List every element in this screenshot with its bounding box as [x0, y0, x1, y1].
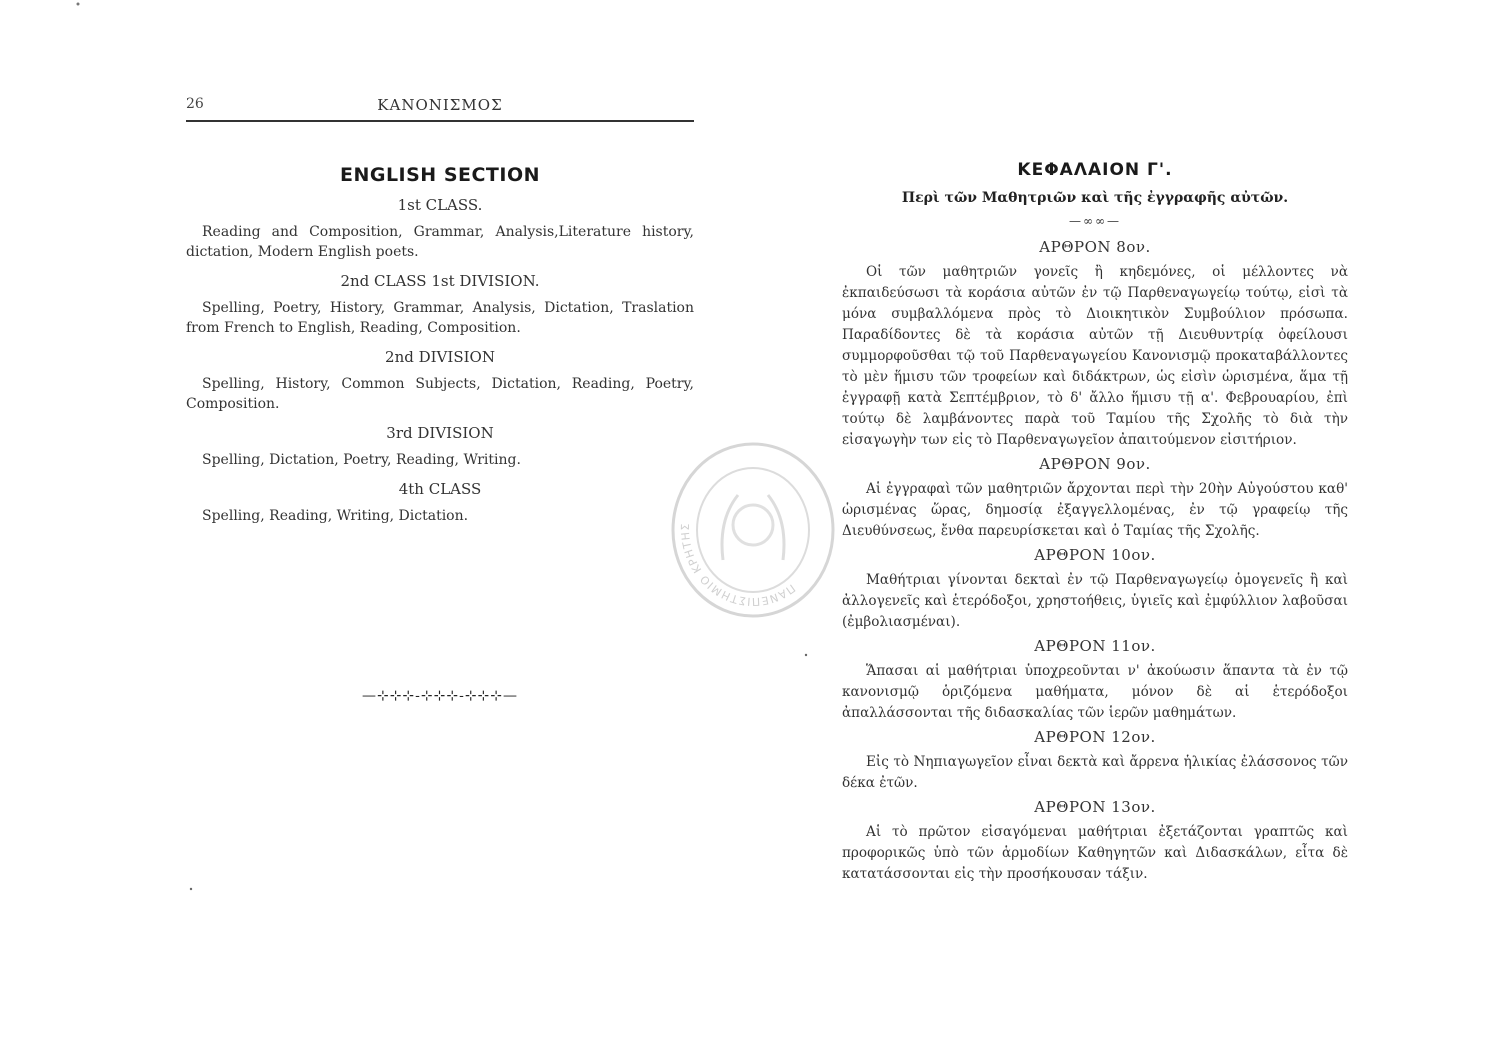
article-heading-12: ΑΡΘΡΟΝ 12ον. [1034, 728, 1156, 746]
class-heading-3rd-division: 3rd DIVISION [386, 424, 494, 442]
article-heading-9: ΑΡΘΡΟΝ 9ον. [1039, 455, 1151, 473]
class-heading-1st-class: 1st CLASS. [397, 196, 483, 214]
chapter-subtitle: Περὶ τῶν Μαθητριῶν καὶ τῆς ἐγγραφῆς αὐτῶν. [901, 190, 1289, 206]
article-text-9: Αἱ ἐγγραφαὶ τῶν μαθητριῶν ἄρχονται περὶ τὴν 20ὴν Αὐγούστου καθ' ὡρισμένας ὥρας, δημοσίᾳ ἐξαγγελλομένας, ἐν τῷ γραφείῳ τῆς Διευθύνσεως, ἔνθα παρευρίσκεται καὶ ὁ Ταμίας τῆς Σχολῆς. [842, 481, 1348, 539]
class-heading-2nd-division: 2nd DIVISION [385, 348, 495, 366]
english-section [186, 160, 694, 526]
library-stamp-watermark [668, 440, 838, 620]
article-text-13: Αἱ τὸ πρῶτον εἰσαγόμεναι μαθήτριαι ἐξετάζονται γραπτῶς καὶ προφορικῶς ὑπὸ τῶν ἁρμοδίων Καθηγητῶν καὶ Διδασκάλων, εἶτα δὲ κατατάσσονται εἰς τὴν προσήκουσαν τάξιν. [842, 824, 1348, 882]
right-page [760, 0, 1500, 1059]
article-text-8: Οἱ τῶν μαθητριῶν γονεῖς ἢ κηδεμόνες, οἱ μέλλοντες νὰ ἐκπαιδεύσωσι τὰ κοράσια αὐτῶν ἐν τῷ Παρθεναγωγείῳ τούτῳ, εἰσὶ τὰ μόνα συμβαλλόμενα πρὸς τὸ Διοικητικὸν Συμβούλιον πρόσωπα. Παραδίδοντες δὲ τὰ κοράσια αὐτῶν τῇ Διευθυντρίᾳ ὀφείλουσι συμμορφοῦσθαι τῷ τοῦ Παρθεναγωγείου Κανονισμῷ προκαταβάλλοντες τὸ μὲν ἥμισυ τῶν τροφείων καὶ διδάκτρων, ὡς εἰσὶν ὡρισμένα, ἅμα τῇ ἐγγραφῇ κατὰ Σεπτέμβριον, τὸ δ' ἄλλο ἥμισυ τῇ α'. Φεβρουαρίου, ἐπὶ τούτῳ δὲ λαμβάνοντες παρὰ τοῦ Ταμίου τῆς Σχολῆς τὸ διὰ τὴν εἰσαγωγὴν των εἰς τὸ Παρθεναγωγεῖον ἀπαιτούμενον εἰσιτήριον. [842, 264, 1348, 448]
article-text-10: Μαθήτριαι γίνονται δεκταὶ ἐν τῷ Παρθεναγωγείῳ ὁμογενεῖς ἢ καὶ ἀλλογενεῖς καὶ ἑτερόδοξοι, χρηστοήθεις, ὑγιεῖς καὶ ἐμφύλλιον λαβοῦσαι (ἐμβολιασμέναι). [842, 572, 1348, 630]
class-text-2nd-class-1st-division: Spelling, Poetry, History, Grammar, Analysis, Dictation, Traslation from French to English, Reading, Composition. [186, 300, 694, 336]
class-text-3rd-division: Spelling, Dictation, Poetry, Reading, Writing. [202, 452, 521, 468]
class-heading-4th-class: 4th CLASS [398, 480, 482, 498]
end-ornament: —⊹⊹⊹-⊹⊹⊹-⊹⊹⊹— [361, 688, 519, 704]
article-heading-10: ΑΡΘΡΟΝ 10ον. [1034, 546, 1156, 564]
class-text-2nd-division: Spelling, History, Common Subjects, Dictation, Reading, Poetry, Composition. [186, 376, 694, 412]
divider-ornament: —∞∞— [1069, 214, 1121, 228]
article-text-12: Εἰς τὸ Νηπιαγωγεῖον εἶναι δεκτὰ καὶ ἄρρενα ἡλικίας ἐλάσσονος τῶν δέκα ἐτῶν. [842, 754, 1348, 791]
class-text-1st-class: Reading and Composition, Grammar, Analysis,Literature history, dictation, Modern English poets. [186, 224, 694, 260]
article-heading-11: ΑΡΘΡΟΝ 11ον. [1034, 637, 1156, 655]
article-text-11: Ἅπασαι αἱ μαθήτριαι ὑποχρεοῦνται ν' ἀκούωσιν ἅπαντα τὰ ἐν τῷ κανονισμῷ ὁριζόμενα μαθήματα, μόνον δὲ αἱ ἑτερόδοξοι ἀπαλλάσσονται τῆς διδασκαλίας τῶν ἱερῶν μαθημάτων. [842, 663, 1348, 721]
stamp-text: ΠΑΝΕΠΙΣΤΗΜΙΟ ΚΡΗΤΗΣ [678, 522, 798, 609]
section-title: ENGLISH SECTION [339, 164, 541, 186]
article-heading-13: ΑΡΘΡΟΝ 13ον. [1034, 798, 1156, 816]
class-heading-2nd-class-1st-division: 2nd CLASS 1st DIVISION. [340, 272, 540, 290]
chapter-section [842, 160, 1348, 887]
running-title: ΚΑΝΟΝΙΣΜΟΣ [377, 96, 503, 114]
page-number: 26 [186, 96, 204, 112]
article-heading-8: ΑΡΘΡΟΝ 8ον. [1039, 238, 1151, 256]
running-head [186, 96, 694, 122]
chapter-title: ΚΕΦΑΛΑΙΟΝ Γ'. [1017, 160, 1173, 180]
class-text-4th-class: Spelling, Reading, Writing, Dictation. [202, 508, 469, 524]
